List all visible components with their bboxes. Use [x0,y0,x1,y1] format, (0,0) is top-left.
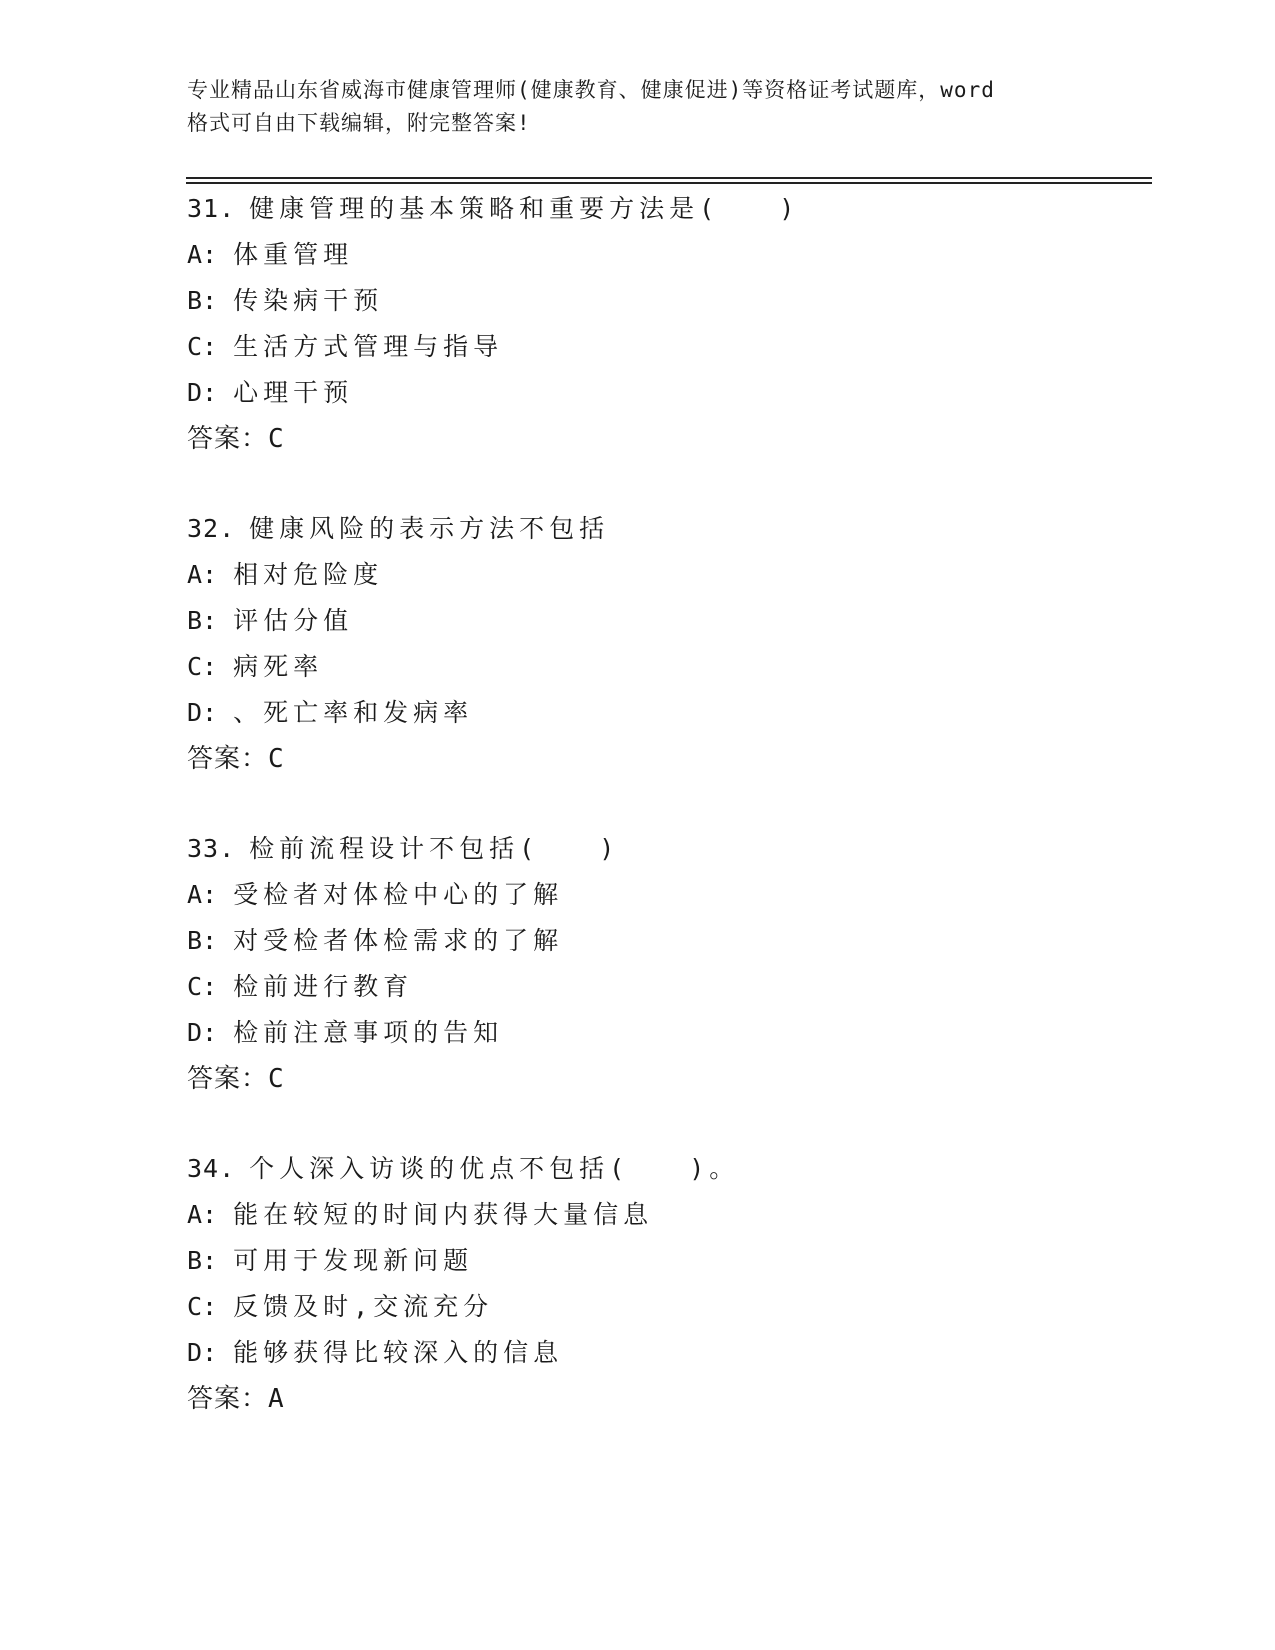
option-text: 能够获得比较深入的信息 [233,1338,564,1367]
answer-value: C [268,424,285,454]
question-32 [187,506,1187,782]
answer-line [187,1376,1187,1422]
question-31 [187,186,1187,462]
option-a [187,552,1187,598]
answer-label: 答案： [187,744,269,774]
option-key: D: [187,698,218,727]
header-divider-top [186,177,1152,179]
question-number: 31. [187,194,236,223]
option-text: 可用于发现新问题 [233,1246,474,1275]
header-line-2: 格式可自由下载编辑，附完整答案! [187,111,531,135]
question-33 [187,826,1187,1102]
option-text: 心理干预 [233,378,354,407]
option-d [187,370,1187,416]
question-number: 33. [187,834,236,863]
option-text: 能在较短的时间内获得大量信息 [233,1200,654,1229]
answer-label: 答案： [187,1384,269,1414]
question-stem [187,1146,1187,1192]
option-c [187,964,1187,1010]
option-a [187,872,1187,918]
option-key: D: [187,1018,218,1047]
option-key: D: [187,378,218,407]
option-key: C: [187,972,218,1001]
option-text: 生活方式管理与指导 [233,332,504,361]
question-number: 32. [187,514,236,543]
option-key: A: [187,1200,218,1229]
option-key: B: [187,606,218,635]
option-key: B: [187,286,218,315]
option-c [187,324,1187,370]
option-a [187,232,1187,278]
question-stem [187,506,1187,552]
answer-label: 答案： [187,424,269,454]
option-b [187,918,1187,964]
option-key: C: [187,1292,218,1321]
question-text: 健康风险的表示方法不包括 [249,514,610,543]
option-b [187,278,1187,324]
option-c [187,644,1187,690]
option-a [187,1192,1187,1238]
header-divider-bottom [186,182,1152,184]
option-key: B: [187,926,218,955]
answer-line [187,736,1187,782]
option-text: 对受检者体检需求的了解 [233,926,564,955]
option-b [187,598,1187,644]
question-stem [187,826,1187,872]
option-text: 相对危险度 [233,560,384,589]
option-b [187,1238,1187,1284]
header-line-1: 专业精品山东省威海市健康管理师(健康教育、健康促进)等资格证考试题库，word [187,78,995,102]
option-key: A: [187,560,218,589]
option-text: 反馈及时,交流充分 [233,1292,494,1321]
option-key: D: [187,1338,218,1367]
option-text: 病死率 [233,652,324,681]
answer-line [187,1056,1187,1102]
option-text: 受检者对体检中心的了解 [233,880,564,909]
question-text: 检前流程设计不包括( ) [249,834,620,863]
option-key: C: [187,332,218,361]
question-34 [187,1146,1187,1422]
option-text: 、死亡率和发病率 [233,698,474,727]
option-text: 体重管理 [233,240,354,269]
answer-label: 答案： [187,1064,269,1094]
option-d [187,1330,1187,1376]
option-d [187,690,1187,736]
option-text: 评估分值 [233,606,354,635]
answer-value: A [268,1384,285,1414]
option-text: 传染病干预 [233,286,384,315]
option-key: A: [187,880,218,909]
option-text: 检前注意事项的告知 [233,1018,504,1047]
option-d [187,1010,1187,1056]
document-header [187,74,1087,140]
option-key: A: [187,240,218,269]
answer-value: C [268,1064,285,1094]
question-text: 健康管理的基本策略和重要方法是( ) [249,194,800,223]
question-number: 34. [187,1154,236,1183]
question-stem [187,186,1187,232]
option-key: B: [187,1246,218,1275]
answer-value: C [268,744,285,774]
option-text: 检前进行教育 [233,972,414,1001]
answer-line [187,416,1187,462]
option-c [187,1284,1187,1330]
question-text: 个人深入访谈的优点不包括( )。 [249,1154,740,1183]
option-key: C: [187,652,218,681]
